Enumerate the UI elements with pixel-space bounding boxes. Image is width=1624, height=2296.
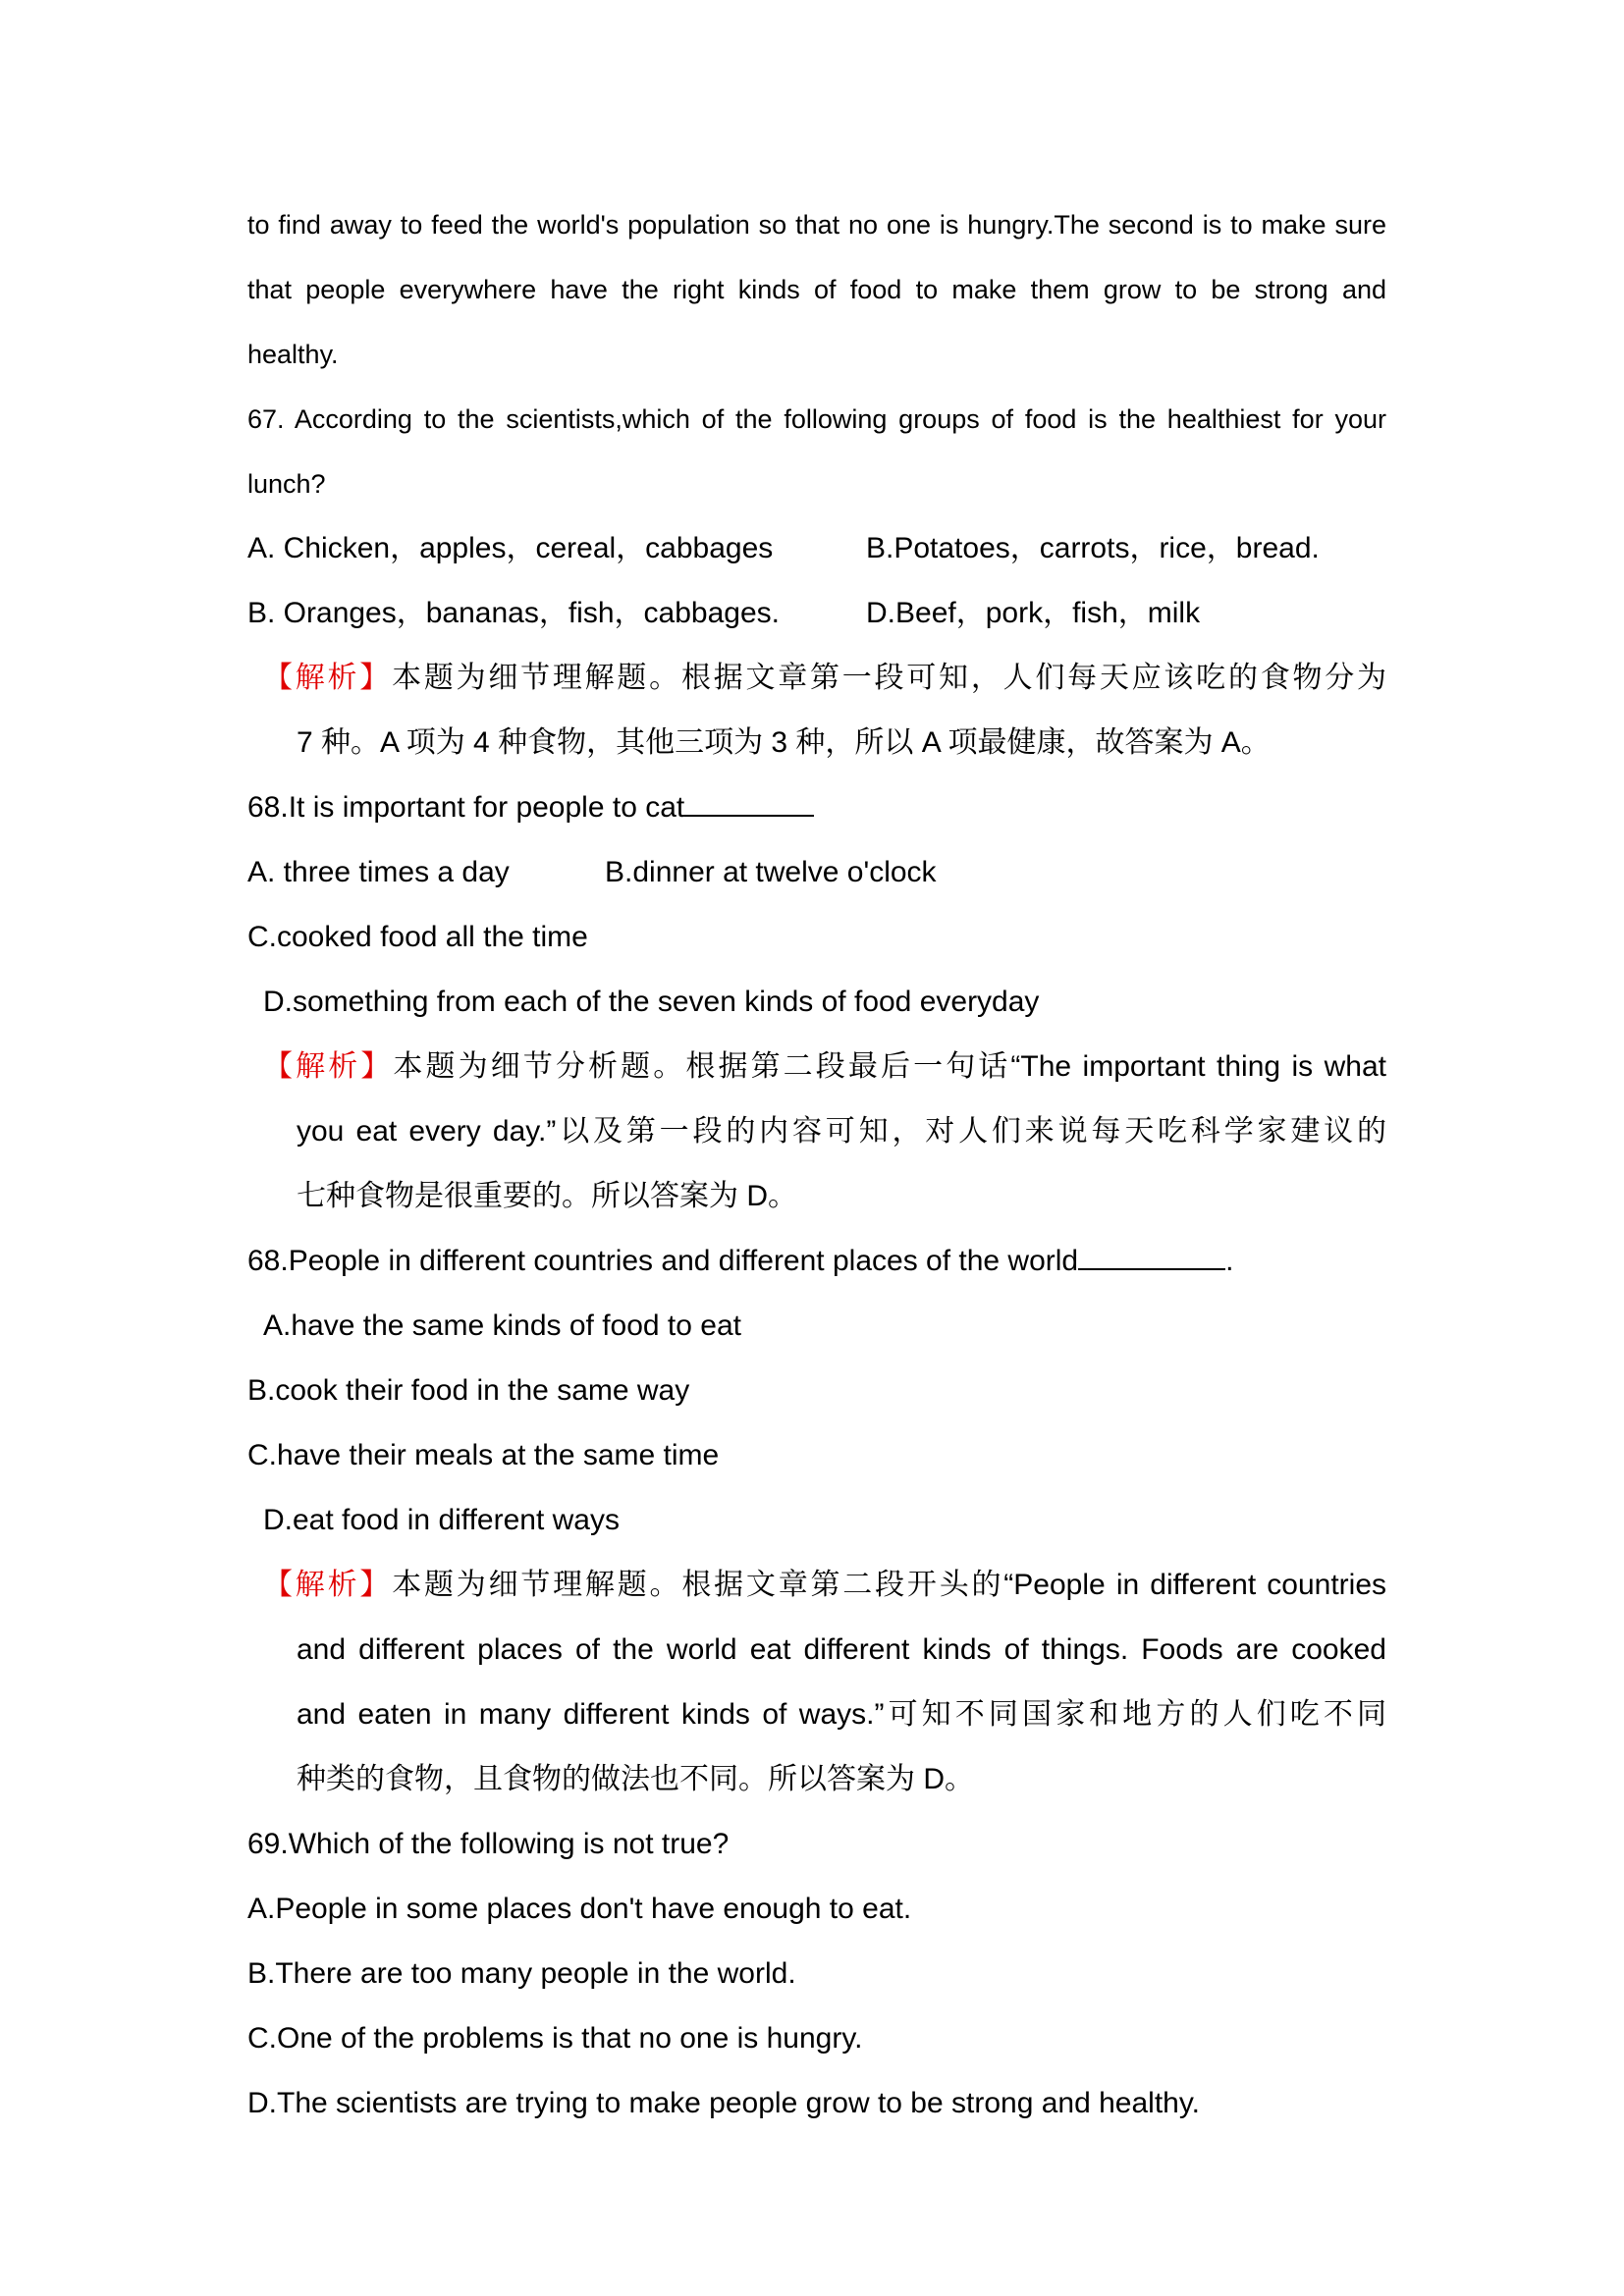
option-b: B.dinner at twelve o'clock bbox=[605, 856, 937, 888]
analysis-68b bbox=[247, 1553, 1386, 1618]
analysis-tag: 【解析】 bbox=[263, 1569, 393, 1601]
analysis-68b-cont: and different places of the world eat different kinds of things. Foods are cooked bbox=[297, 1633, 1386, 1666]
question-67-stem-cont: lunch? bbox=[247, 469, 326, 499]
question-text: 68.People in different countries and different places of the world bbox=[247, 1245, 1079, 1277]
option-d: D.something from each of the seven kinds of food everyday bbox=[263, 986, 1040, 1018]
analysis-text: 本题为细节理解题。根据文章第二段开头的“People in different countries bbox=[392, 1569, 1387, 1601]
analysis-tag: 【解析】 bbox=[263, 1050, 394, 1083]
option-b: B.Potatoes，carrots，rice，bread. bbox=[866, 532, 1320, 564]
analysis-text: 本题为细节分析题。根据第二段最后一句话“The important thing is what bbox=[393, 1050, 1386, 1083]
option-a: A.People in some places don't have enough to eat. bbox=[247, 1893, 912, 1925]
analysis-68b-cont: and eaten in many different kinds of ways.”可知不同国家和地方的人们吃不同 bbox=[297, 1698, 1386, 1731]
question-67-options-row-1 bbox=[247, 516, 1386, 581]
analysis-tag: 【解析】 bbox=[263, 662, 393, 694]
question-68b-stem bbox=[247, 1229, 1386, 1294]
question-68-stem bbox=[247, 775, 1386, 840]
analysis-68-cont: 七种食物是很重要的。所以答案为 D。 bbox=[297, 1180, 797, 1212]
analysis-68 bbox=[247, 1035, 1386, 1099]
analysis-67 bbox=[247, 646, 1386, 711]
question-67-options-row-2 bbox=[247, 581, 1386, 646]
passage-line: to find away to feed the world's population so that no one is hungry.The second is to make sure bbox=[247, 210, 1386, 240]
document-page bbox=[247, 192, 1386, 2136]
option-c: C.have their meals at the same time bbox=[247, 1439, 720, 1471]
question-67-stem: 67. According to the scientists,which of the following groups of food is the healthiest for your bbox=[247, 404, 1386, 434]
question-end: . bbox=[1225, 1245, 1234, 1277]
option-b: B.There are too many people in the world. bbox=[247, 1957, 796, 1990]
option-c: C.One of the problems is that no one is hungry. bbox=[247, 2022, 863, 2055]
option-d: D.The scientists are trying to make people grow to be strong and healthy. bbox=[247, 2087, 1200, 2119]
question-69-stem: 69.Which of the following is not true? bbox=[247, 1828, 730, 1860]
answer-blank bbox=[684, 789, 814, 817]
option-a: A.have the same kinds of food to eat bbox=[263, 1309, 741, 1342]
question-text: 68.It is important for people to cat bbox=[247, 791, 685, 824]
answer-blank bbox=[1078, 1243, 1225, 1270]
option-b: B.cook their food in the same way bbox=[247, 1374, 690, 1407]
option-a: A. three times a day bbox=[247, 856, 510, 888]
analysis-text: 本题为细节理解题。根据文章第一段可知，人们每天应该吃的食物分为 bbox=[392, 662, 1387, 694]
analysis-68b-cont: 种类的食物，且食物的做法也不同。所以答案为 D。 bbox=[297, 1763, 974, 1795]
question-68-options-row-1 bbox=[247, 840, 1386, 905]
analysis-68-cont: you eat every day.”以及第一段的内容可知，对人们来说每天吃科学家建议的 bbox=[297, 1115, 1386, 1148]
option-d: D.Beef，pork，fish，milk bbox=[866, 597, 1201, 629]
analysis-67-cont: 7 种。A 项为 4 种食物，其他三项为 3 种，所以 A 项最健康，故答案为 A。 bbox=[297, 726, 1271, 759]
option-a: A. Chicken，apples，cereal，cabbages bbox=[247, 532, 774, 564]
option-c: C.cooked food all the time bbox=[247, 921, 588, 953]
option-c: B. Oranges，bananas，fish，cabbages. bbox=[247, 597, 780, 629]
option-d: D.eat food in different ways bbox=[263, 1504, 620, 1536]
passage-line: healthy. bbox=[247, 340, 339, 369]
passage-line: that people everywhere have the right kinds of food to make them grow to be strong and bbox=[247, 275, 1386, 304]
